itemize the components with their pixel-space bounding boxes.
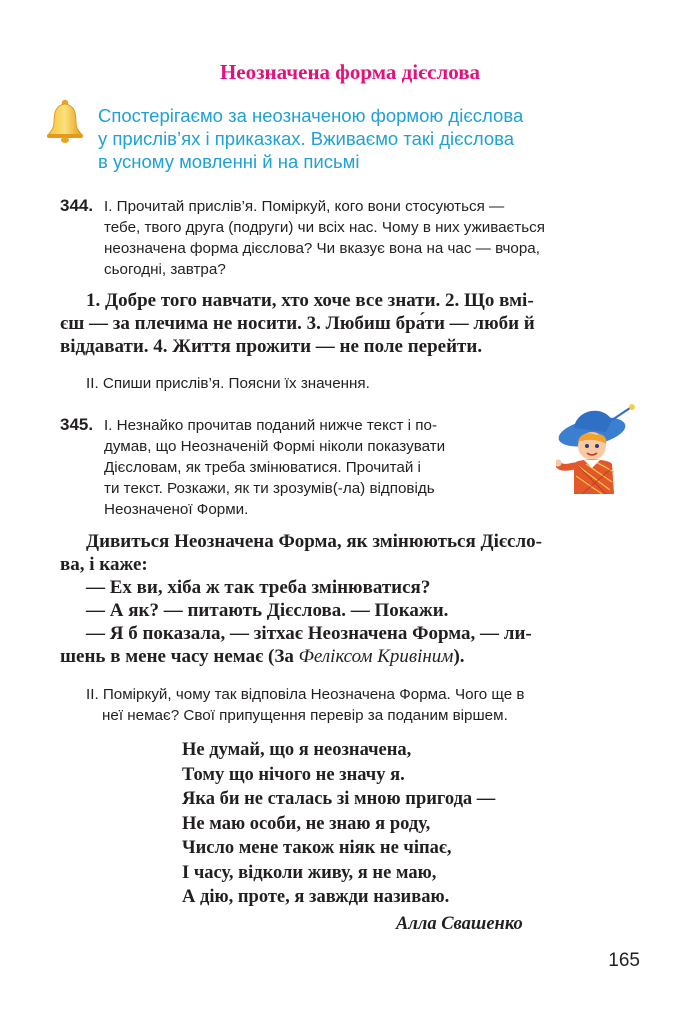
story-author: Феліксом Кривіним xyxy=(298,646,454,667)
poem-line: А дію, проте, я завжди називаю. xyxy=(182,887,450,907)
intro-line: в усному мовленні й на письмі xyxy=(98,151,360,172)
intro-line: Спостерігаємо за неозначеною формою дієслова xyxy=(98,105,524,126)
task-line: думав, що Неозначеній Формі ніколи показувати xyxy=(104,438,446,455)
story-line: — Ех ви, хіба ж так треба змінюватися? xyxy=(86,577,431,598)
neznaiko-illustration xyxy=(556,402,642,498)
task-line: неозначена форма дієслова? Чи вказує вона на час — вчора, xyxy=(104,240,540,257)
exercise-345-number: 345. xyxy=(60,415,94,434)
page-title: Неозначена форма дієслова xyxy=(219,60,481,84)
proverb-line: єш — за плечима не носити. 3. Любиш бра́ти — люби й xyxy=(60,313,535,334)
exercise-345-task1 xyxy=(104,415,544,520)
task-line: І. Незнайко прочитав поданий нижче текст і по- xyxy=(104,417,437,434)
intro-line: у прислів’ях і приказках. Вживаємо такі дієслова xyxy=(98,128,515,149)
exercise-344-number: 344. xyxy=(60,196,94,215)
task-line: І. Прочитай прислів’я. Поміркуй, кого вони стосуються — xyxy=(104,198,505,215)
story-line: Дивиться Неозначена Форма, як змінюються Дієсло- xyxy=(86,531,542,552)
task-line: Неозначеної Форми. xyxy=(104,501,249,518)
exercise-344-task2: ІІ. Спиши прислів’я. Поясни їх значення. xyxy=(86,375,370,392)
story-line: — А як? — питають Дієслова. — Покажи. xyxy=(86,600,449,621)
task-line: ти текст. Розкажи, як ти зрозумів(-ла) відповідь xyxy=(104,480,435,497)
exercise-345-task2 xyxy=(86,684,646,726)
task-line: сьогодні, завтра? xyxy=(104,261,226,278)
poem-author: Алла Свашенко xyxy=(396,914,523,934)
proverbs xyxy=(60,289,640,358)
story-last-prefix: шень в мене часу немає (За xyxy=(60,646,299,667)
proverb-line: 1. Добре того навчати, хто хоче все знати. 2. Що вмі- xyxy=(86,290,534,311)
bell-icon xyxy=(45,98,85,144)
poem-line: Не маю особи, не знаю я роду, xyxy=(182,813,431,834)
poem-line: Яка би не сталась зі мною пригода — xyxy=(182,789,496,809)
exercise-344-task1 xyxy=(104,196,644,280)
task-line: неї немає? Свої припущення перевір за поданим віршем. xyxy=(102,707,508,724)
intro-text xyxy=(98,104,658,173)
story-line: ва, і каже: xyxy=(60,554,148,575)
poem-line: Тому що нічого не значу я. xyxy=(182,764,405,785)
story-line-last xyxy=(60,645,650,668)
task-line: Дієсловам, як треба змінюватися. Прочитай і xyxy=(104,459,421,476)
poem-line: Число мене також ніяк не чіпає, xyxy=(182,838,452,858)
task-line: ІІ. Поміркуй, чому так відповіла Неозначена Форма. Чого ще в xyxy=(86,686,525,703)
poem xyxy=(182,738,495,910)
story-text xyxy=(60,530,650,668)
task-line: тебе, твого друга (подруги) чи всіх нас. Чому в них уживається xyxy=(104,219,545,236)
page-number: 165 xyxy=(608,950,640,971)
story-line: — Я б показала, — зітхає Неозначена Форма, — ли- xyxy=(86,623,532,644)
poem-line: Не думай, що я неозначена, xyxy=(182,740,412,760)
proverb-line: віддавати. 4. Життя прожити — не поле перейти. xyxy=(60,336,483,357)
poem-line: І часу, відколи живу, я не маю, xyxy=(182,862,437,883)
story-last-suffix: ). xyxy=(453,646,465,667)
